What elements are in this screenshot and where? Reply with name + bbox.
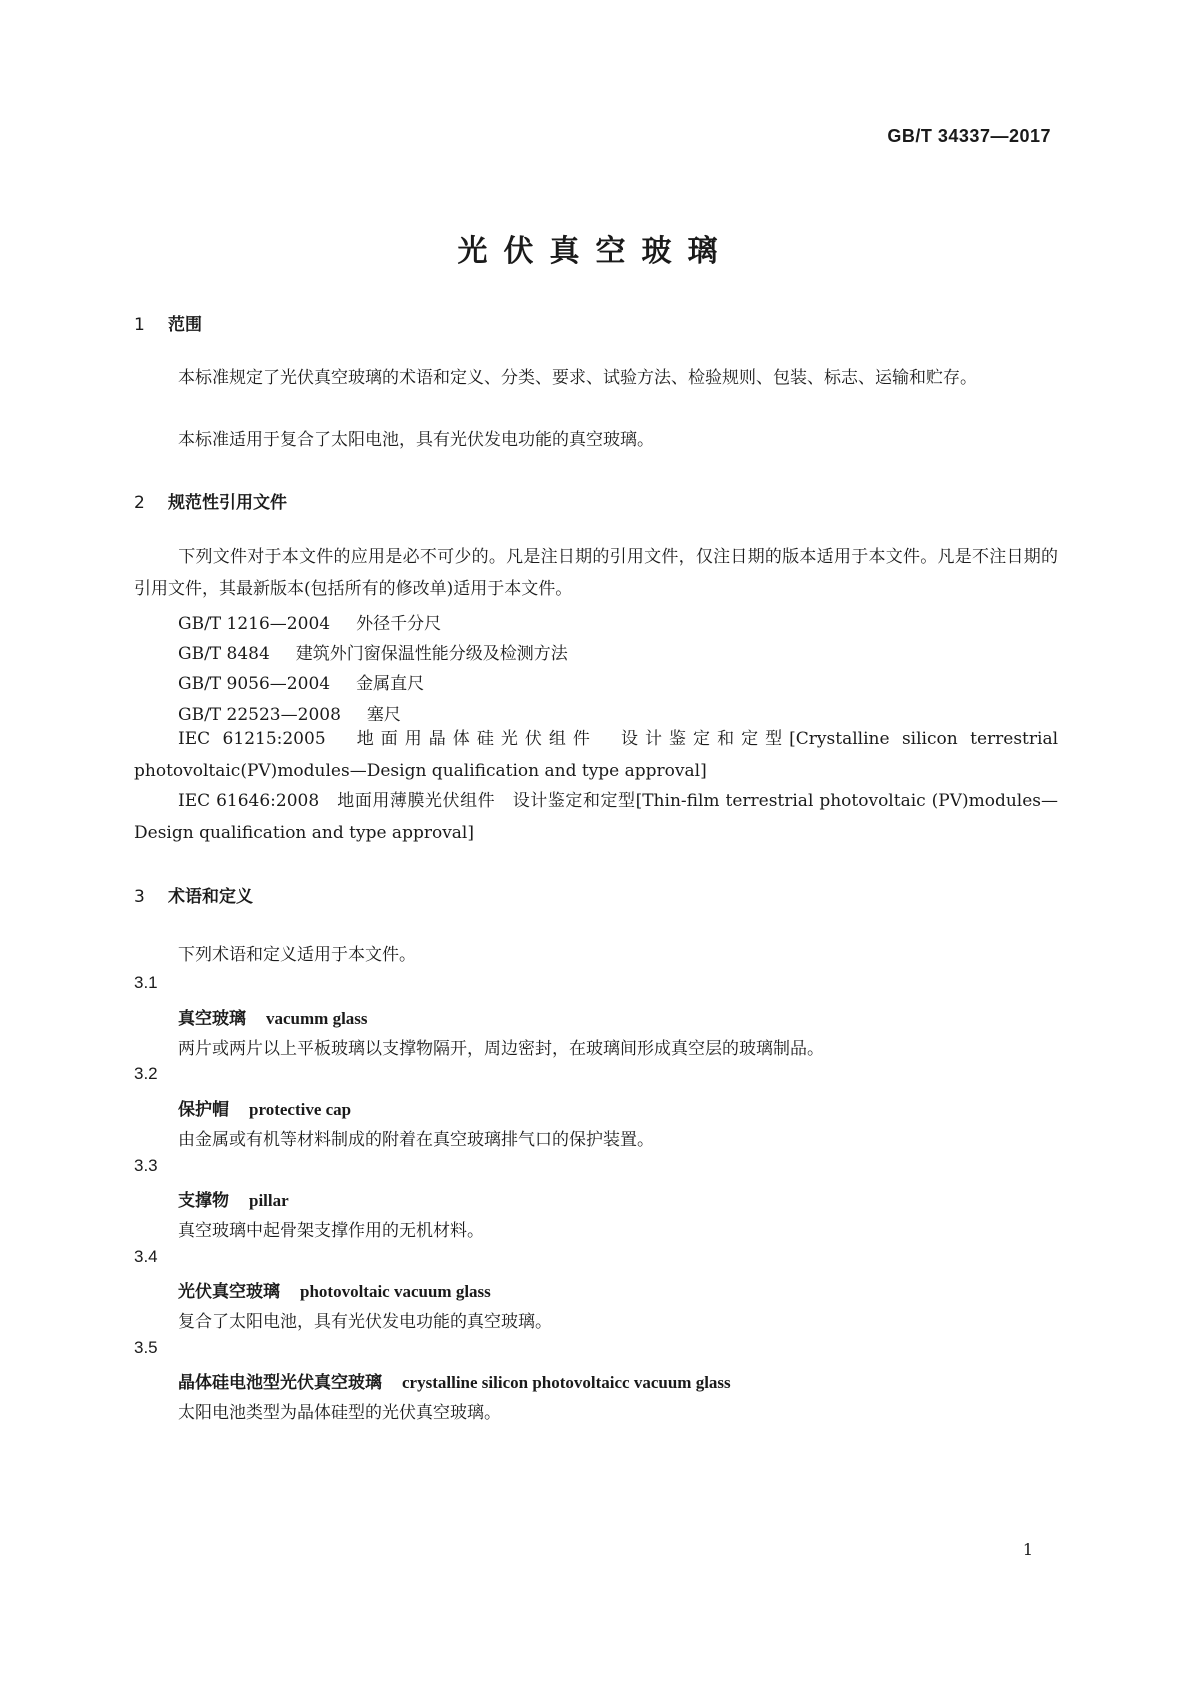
- references-intro: 下列文件对于本文件的应用是必不可少的。凡是注日期的引用文件，仅注日期的版本适用于本文件。凡是不注日期的引用文件，其最新版本(包括所有的修改单)适用于本文件。: [134, 547, 1058, 599]
- reference-item: GB/T 1216—2004 外径千分尺: [178, 614, 442, 634]
- section-title: 规范性引用文件: [168, 493, 287, 513]
- term-definition: 太阳电池类型为晶体硅型的光伏真空玻璃。: [178, 1403, 501, 1423]
- reference-item: GB/T 8484 建筑外门窗保温性能分级及检测方法: [178, 644, 568, 664]
- term-number: 3.1: [134, 973, 158, 992]
- section-number: 3: [134, 887, 145, 907]
- section-number: 2: [134, 493, 145, 513]
- term-name: 晶体硅电池型光伏真空玻璃 crystalline silicon photovoltaicc vacuum glass: [178, 1373, 731, 1393]
- term-number: 3.3: [134, 1156, 158, 1175]
- term-definition: 由金属或有机等材料制成的附着在真空玻璃排气口的保护装置。: [178, 1130, 654, 1150]
- reference-item: IEC 61215:2005 地面用晶体硅光伏组件 设计鉴定和定型[Crystalline silicon terrestrial photovoltaic(PV)modules—Design qualification and type approval]: [134, 729, 1059, 781]
- section-heading-scope: [134, 310, 202, 335]
- reference-item: GB/T 9056—2004 金属直尺: [178, 674, 425, 694]
- term-definition: 复合了太阳电池，具有光伏发电功能的真空玻璃。: [178, 1312, 552, 1332]
- term-definition: 两片或两片以上平板玻璃以支撑物隔开，周边密封，在玻璃间形成真空层的玻璃制品。: [178, 1039, 824, 1059]
- term-number: 3.2: [134, 1064, 158, 1083]
- section-heading-references: [134, 488, 287, 513]
- page-number: 1: [1022, 1540, 1033, 1559]
- term-name: 保护帽 protective cap: [178, 1100, 352, 1120]
- term-number: 3.4: [134, 1247, 158, 1266]
- scope-paragraph-2: 本标准适用于复合了太阳电池，具有光伏发电功能的真空玻璃。: [178, 430, 654, 450]
- terms-intro: 下列术语和定义适用于本文件。: [178, 945, 416, 965]
- term-number: 3.5: [134, 1338, 158, 1357]
- section-number: 1: [134, 315, 145, 335]
- term-name: 支撑物 pillar: [178, 1191, 289, 1211]
- standard-code: GB/T 34337—2017: [887, 126, 1051, 146]
- section-title: 范围: [168, 315, 202, 335]
- section-heading-terms: [134, 882, 253, 907]
- term-name: 光伏真空玻璃 photovoltaic vacuum glass: [178, 1282, 491, 1302]
- term-name: 真空玻璃 vacumm glass: [178, 1009, 368, 1029]
- reference-item: IEC 61646:2008 地面用薄膜光伏组件 设计鉴定和定型[Thin-film terrestrial photovoltaic (PV)modules—Design qualification and type approval]: [134, 791, 1059, 843]
- section-title: 术语和定义: [168, 887, 253, 907]
- reference-item: GB/T 22523—2008 塞尺: [178, 705, 401, 725]
- term-definition: 真空玻璃中起骨架支撑作用的无机材料。: [178, 1221, 484, 1241]
- document-title: 光伏真空玻璃: [457, 234, 734, 269]
- scope-paragraph-1: 本标准规定了光伏真空玻璃的术语和定义、分类、要求、试验方法、检验规则、包装、标志、运输和贮存。: [178, 368, 977, 388]
